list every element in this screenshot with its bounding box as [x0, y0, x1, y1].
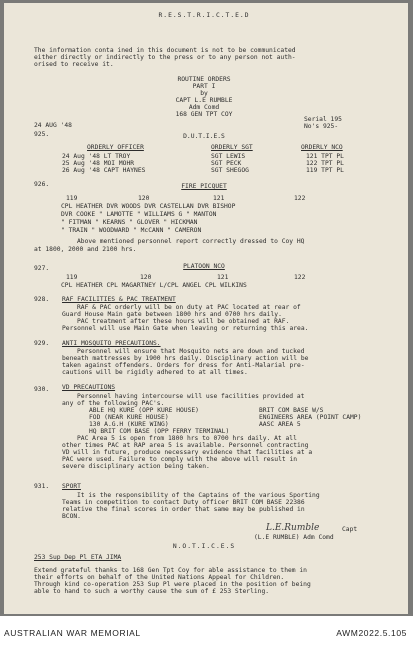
section-number: 925. [34, 131, 50, 138]
picquet-note: Above mentioned personnel report correctly dressed to Coy HQ [77, 238, 305, 245]
duty-row: 26 Aug '48 CAPT HAYNES [62, 167, 146, 174]
platoon-number: 122 [294, 274, 306, 281]
handwritten-signature: L.E.Rumble [266, 523, 320, 533]
body-line: Personnel having intercourse will use facilities provided at [77, 393, 305, 400]
platoon-number: 122 [294, 195, 306, 202]
picquet-row: CPL HEATHER DVR WOODS DVR CASTELLAN DVR BISHOP [61, 203, 236, 210]
notice-line: their efforts on behalf of the United Nations Appeal for Children. [34, 574, 285, 581]
body-line: other times PAC at RAP area 5 is available. Personnel contracting [62, 442, 309, 449]
pac-location: FOD (NEAR KURE HOUSE) [89, 414, 169, 421]
duty-row-nco: 122 TPT PL [306, 160, 344, 167]
duty-row: 24 Aug '48 LT TROY [62, 153, 131, 160]
section-title-duties: D.U.T.I.E.S [183, 133, 225, 140]
duty-row-sgt: SGT PECK [211, 160, 242, 167]
body-line: Guard House Main gate between 1800 hrs and 0700 hrs daily. [62, 311, 282, 318]
duty-row-sgt: SGT SHEGOG [211, 167, 249, 174]
pac-location: ENGINEERS AREA (POINT CAMP) [259, 414, 362, 421]
section-number: 928. [34, 296, 50, 303]
notice-title: 253 Sup Dep Pl ETA JIMA [34, 554, 122, 561]
platoon-number: 121 [217, 274, 229, 281]
platoon-nco-row: CPL HEATHER CPL MAGARTNEY L/CPL ANGEL CPL WILKINS [61, 282, 247, 289]
section-title-platoon-nco: PLATOON NCO [183, 263, 225, 270]
section-title-notices: N.O.T.I.C.E.S [172, 543, 236, 550]
duty-row-nco: 121 TPT PL [306, 153, 344, 160]
body-line: PAC were used. Failure to comply with the above will result in [62, 456, 298, 463]
title-routine-orders: ROUTINE ORDERS [177, 76, 231, 83]
platoon-number: 120 [140, 274, 152, 281]
pac-location: BRIT COM BASE W/S [259, 407, 324, 414]
section-title-vd: VD PRECAUTIONS [62, 384, 116, 391]
notice-line: Extend grateful thanks to 168 Gen Tpt Coy for able assistance to them in [34, 567, 307, 574]
picquet-row: " FITMAN " KEARNS " GLOVER " HICKMAN [61, 219, 198, 226]
platoon-number: 120 [138, 195, 150, 202]
pac-location: HQ BRIT COM BASE (OPP FERRY TERMINAL) [89, 428, 230, 435]
section-title-mosquito: ANTI MOSQUITO PRECAUTIONS. [62, 340, 161, 347]
document-page [4, 3, 408, 614]
footer-institution: AUSTRALIAN WAR MEMORIAL [4, 628, 141, 638]
pac-location: ABLE HQ KURE (OPP KURE HOUSE) [89, 407, 199, 414]
body-line: taken against offenders. Orders for dress for Anti-Malarial pre- [62, 362, 305, 369]
body-line: severe disciplinary action being taken. [62, 463, 210, 470]
body-line: BCON. [62, 513, 81, 520]
signature-name: (L.E RUMBLE) Adm Comd [254, 534, 334, 541]
picquet-note: at 1800, 2000 and 2100 hrs. [34, 246, 137, 253]
body-line: It is the responsibility of the Captains of the various Sporting [77, 492, 320, 499]
body-line: relative the final scores in order that same may be published in [62, 506, 305, 513]
body-line: RAF & PAC orderly will be on duty at PAC located at rear of [77, 304, 301, 311]
picquet-row: DVR COOKE " LAMOTTE " WILLIAMS G " MANTON [61, 211, 217, 218]
footer-accession-number: AWM2022.5.105 [336, 628, 407, 638]
title-part: PART I [192, 83, 216, 90]
body-line: Personnel will ensure that Mosquito nets are down and tucked [77, 348, 305, 355]
body-line: any of the following PAC's. [62, 400, 165, 407]
title-role: Adm Comd [188, 104, 220, 111]
order-date: 24 AUG '48 [34, 122, 72, 129]
signature-rank: Capt [342, 526, 358, 533]
body-line: beneath mattresses by 1900 hrs daily. Disciplinary action will be [62, 355, 309, 362]
section-number: 927. [34, 265, 50, 272]
pac-location: AASC AREA 5 [259, 421, 301, 428]
intro-line: orised to receive it. [34, 61, 114, 68]
body-line: PAC Area 5 is open from 1800 hrs to 0700 hrs daily. At all [77, 435, 297, 442]
body-line: VD will in future, produce necessary evidence that facilities at a [62, 449, 313, 456]
notice-line: able to hand to such a worthy cause the sum of £ 253 Sterling. [34, 588, 270, 595]
body-line: cautions will be rigidly adhered to at all times. [62, 369, 248, 376]
platoon-number: 119 [66, 274, 78, 281]
duty-row: 25 Aug '48 MOI MOHR [62, 160, 135, 167]
duty-row-sgt: SGT LEWIS [211, 153, 246, 160]
section-title-sport: SPORT [62, 483, 81, 490]
notice-line: Through kind co-operation 253 Sup Pl were placed in the position of being [34, 581, 311, 588]
title-unit: 168 GEN TPT COY [175, 111, 233, 118]
duty-row-nco: 119 TPT PL [306, 167, 344, 174]
restricted-header: R.E.S.T.R.I.C.T.E.D [158, 12, 250, 19]
intro-line: either directly or indirectly to the press or to any person not auth- [34, 54, 296, 61]
section-number: 931. [34, 483, 50, 490]
section-number: 930. [34, 386, 50, 393]
section-number: 929. [34, 340, 50, 347]
body-line: PAC treatment after these hours will be obtained at RAF. [77, 318, 290, 325]
platoon-number: 119 [66, 195, 78, 202]
col-header-officer: ORDERLY OFFICER [87, 144, 144, 151]
section-title-fire-picquet: FIRE PICQUET [181, 183, 227, 190]
title-officer: CAPT L.E RUMBLE [175, 97, 233, 104]
title-by: by [200, 90, 208, 97]
intro-line: The information conta ined in this document is not to be communicated [34, 47, 296, 54]
serial-number: Serial 195 [304, 116, 342, 123]
col-header-sgt: ORDERLY SGT [211, 144, 253, 151]
section-number: 926. [34, 181, 50, 188]
body-line: Teams in competition to contact Duty officer BRIT COM BASE 22386 [62, 499, 305, 506]
picquet-row: " TRAIN " WOODWARD " McCANN " CAMERON [61, 227, 202, 234]
archive-footer [0, 616, 413, 653]
section-title-raf: RAF FACILITIES & PAC TREATMENT [62, 296, 176, 303]
platoon-number: 121 [213, 195, 225, 202]
body-line: Personnel will use Main Gate when leaving or returning this area. [62, 325, 309, 332]
pac-location: 130 A.G.H (KURE WING) [89, 421, 169, 428]
serial-range: No's 925- [304, 123, 339, 130]
col-header-nco: ORDERLY NCO [301, 144, 343, 151]
